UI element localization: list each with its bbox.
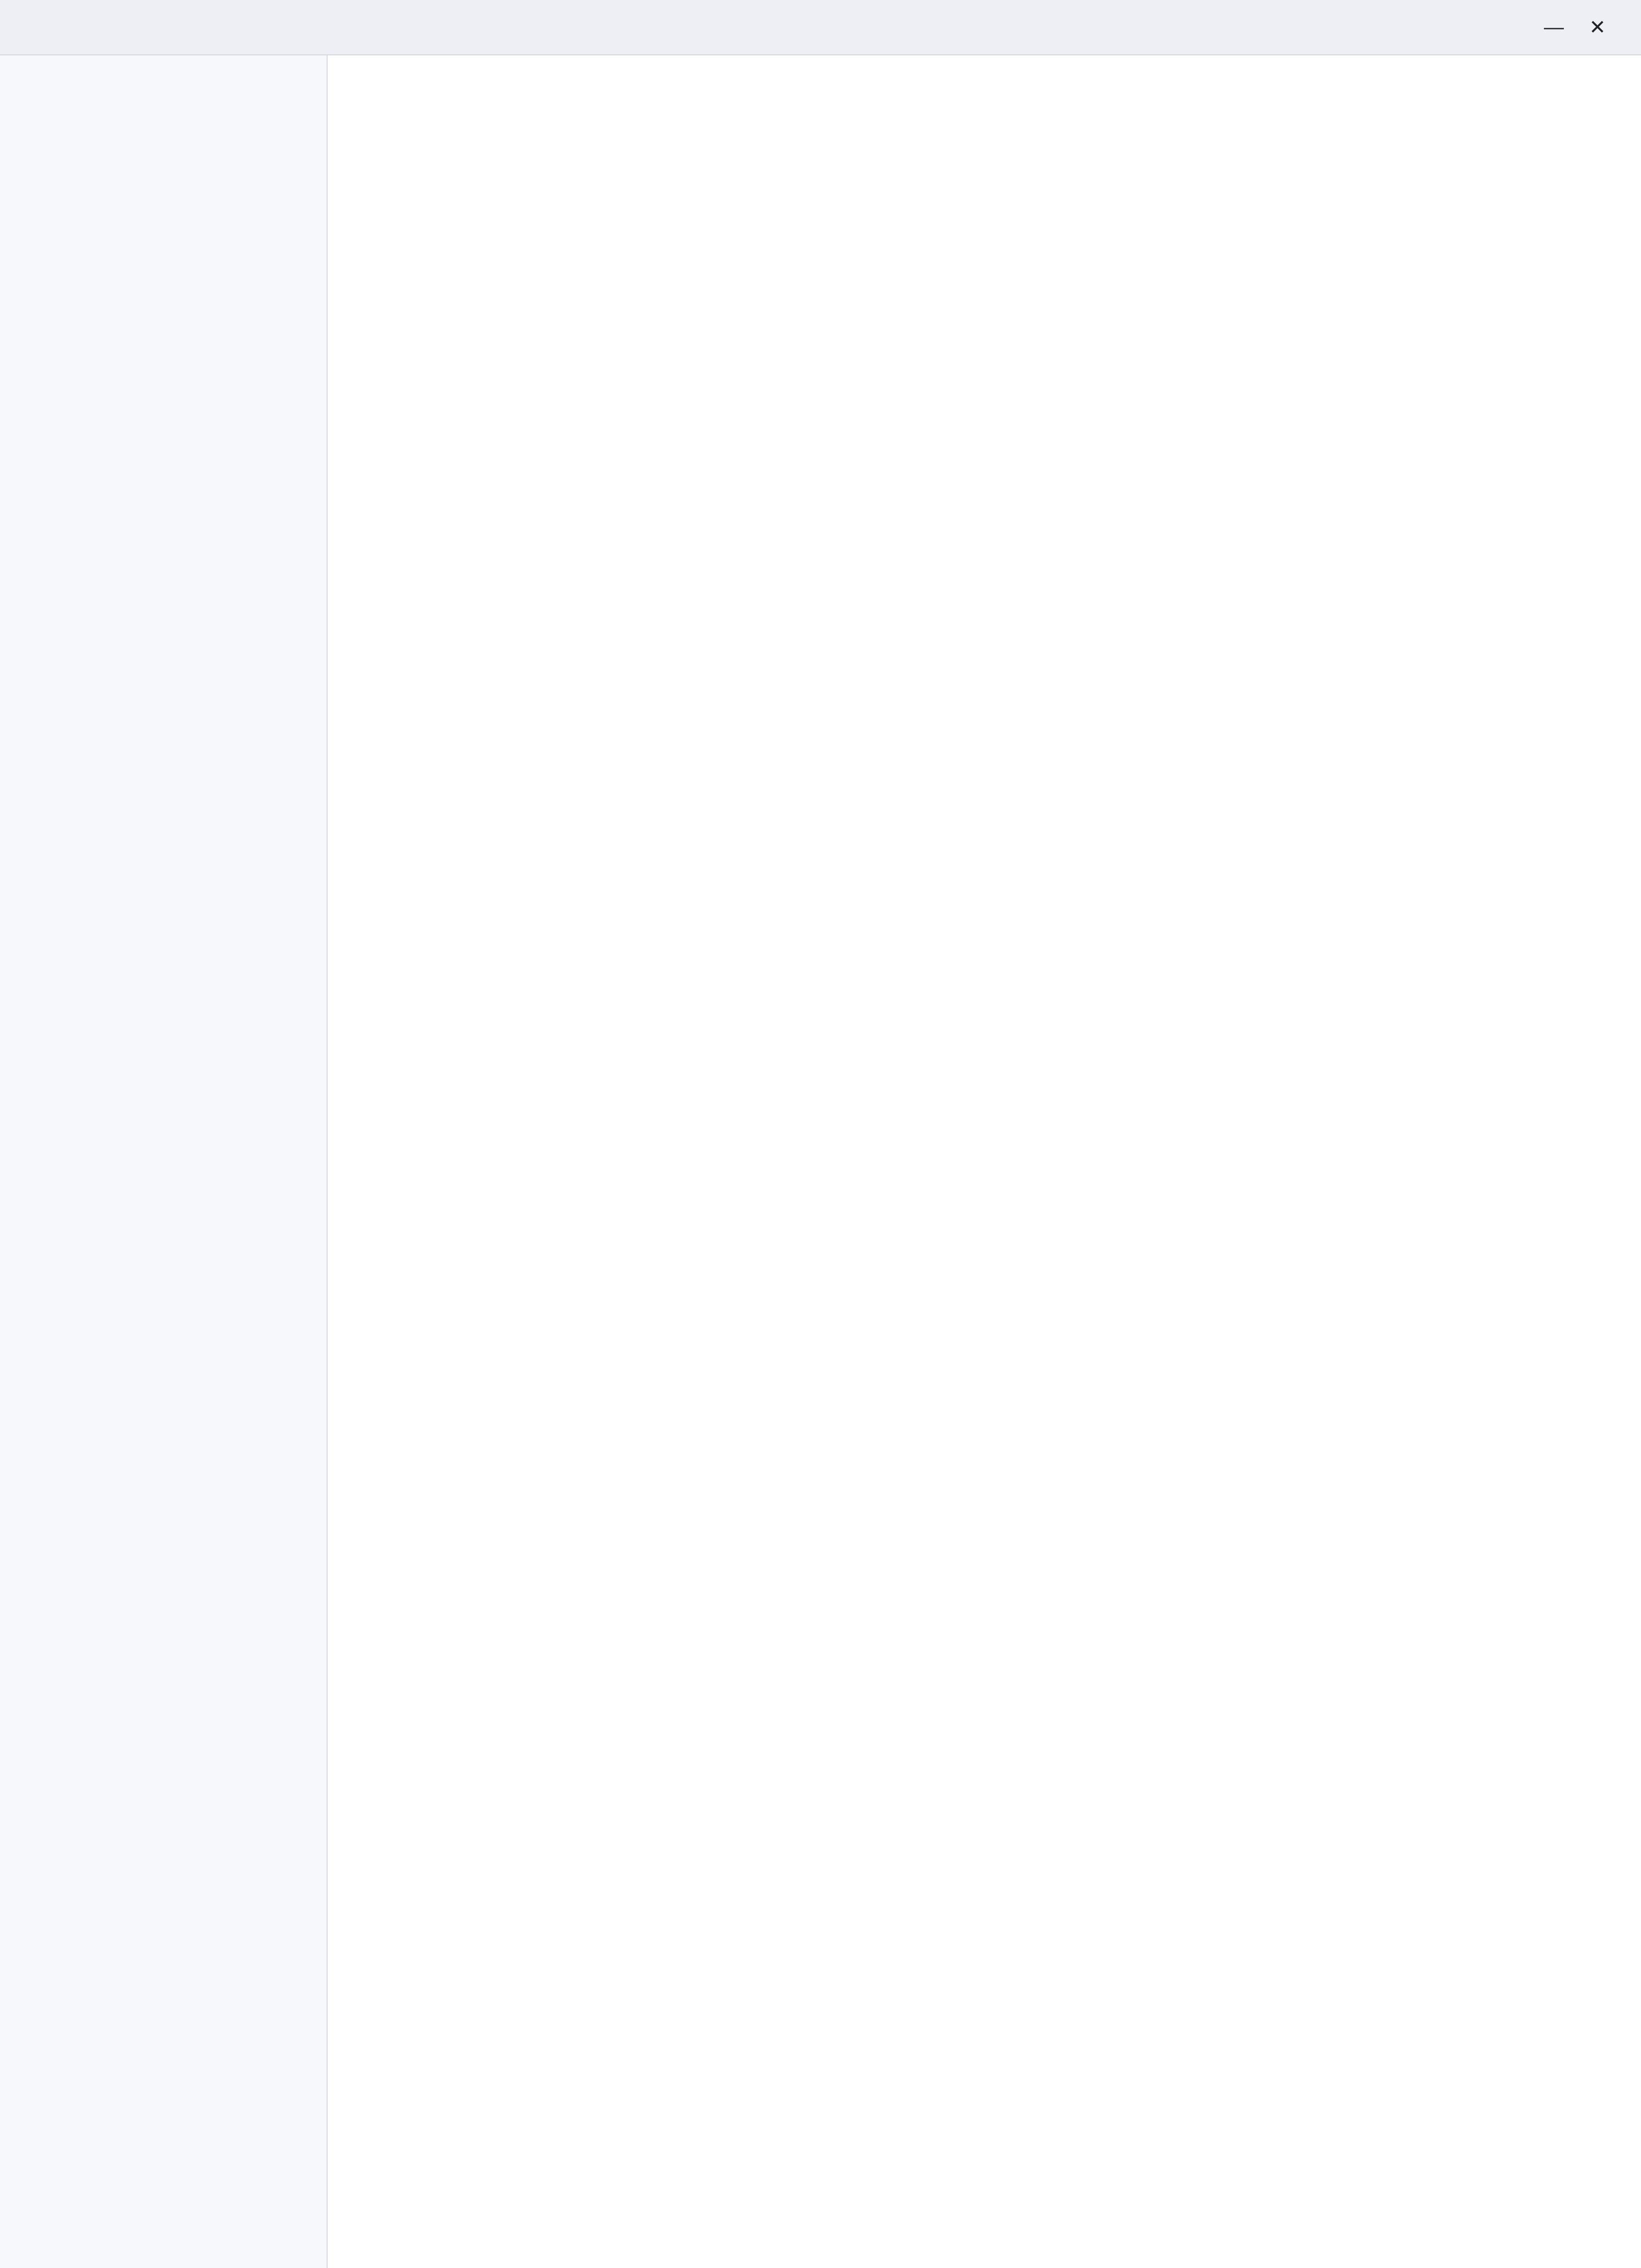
main-panel <box>328 55 1641 2268</box>
minimize-icon[interactable]: — <box>1544 16 1564 38</box>
title-bar <box>0 0 1641 55</box>
close-icon[interactable]: ✕ <box>1589 16 1606 39</box>
sidebar <box>0 55 328 2268</box>
content-area <box>0 55 1641 2268</box>
